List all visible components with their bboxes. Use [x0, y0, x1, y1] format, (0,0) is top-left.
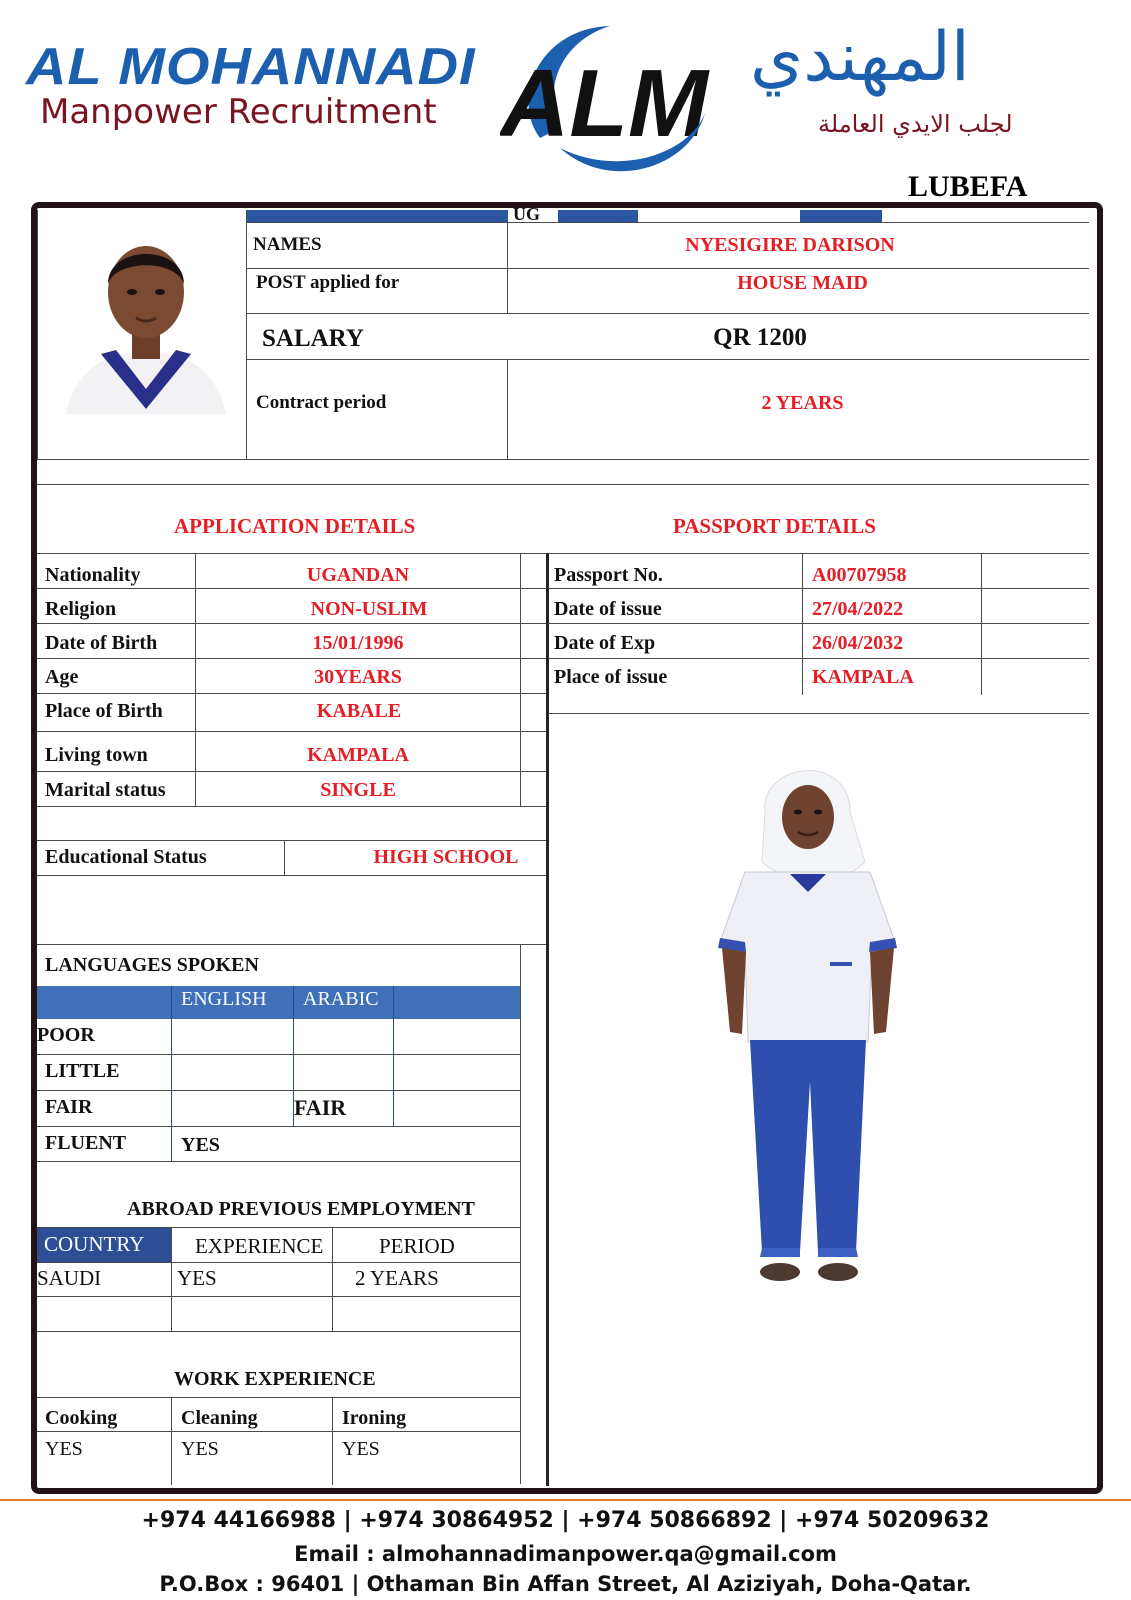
- salary-value: QR 1200: [713, 324, 807, 351]
- work-col-ironing: Ironing: [342, 1407, 407, 1429]
- marital-status-label: Marital status: [45, 779, 166, 801]
- top-tab-label: UG: [513, 204, 540, 224]
- age-label: Age: [45, 666, 79, 688]
- contract-value: 2 YEARS: [761, 392, 844, 414]
- abroad-col-period: PERIOD: [379, 1234, 455, 1258]
- abroad-period-value: 2 YEARS: [355, 1266, 439, 1290]
- lang-level-fluent: FLUENT: [45, 1132, 127, 1154]
- contract-label: Contract period: [256, 392, 387, 413]
- passport-place-label: Place of issue: [554, 666, 668, 688]
- english-fluent-value: YES: [181, 1134, 220, 1156]
- abroad-country-value: SAUDI: [37, 1266, 102, 1290]
- footer-divider: [0, 1499, 1131, 1501]
- work-col-cleaning: Cleaning: [181, 1407, 258, 1429]
- lang-col-english: ENGLISH: [181, 988, 267, 1010]
- top-tab-bar: [246, 210, 508, 222]
- abroad-experience-value: YES: [177, 1266, 217, 1290]
- names-label: NAMES: [253, 234, 322, 255]
- languages-header-bar: [37, 986, 521, 1019]
- living-town-label: Living town: [45, 744, 148, 766]
- arabic-fair-value: FAIR: [294, 1095, 347, 1120]
- religion-label: Religion: [45, 598, 117, 620]
- work-cleaning-value: YES: [181, 1438, 219, 1460]
- passport-no-value: A00707958: [812, 564, 907, 586]
- passport-no-label: Passport No.: [554, 564, 663, 586]
- education-value: HIGH SCHOOL: [373, 846, 519, 868]
- lang-level-fair: FAIR: [45, 1096, 93, 1118]
- post-label: POST applied for: [256, 272, 400, 293]
- footer-address: P.O.Box : 96401 | Othaman Bin Affan Street, Al Aziziyah, Doha-Qatar.: [159, 1572, 972, 1596]
- work-col-cooking: Cooking: [45, 1407, 118, 1429]
- top-tab-bar-2: [558, 210, 638, 222]
- age-value: 30YEARS: [314, 666, 402, 688]
- languages-title: LANGUAGES SPOKEN: [45, 954, 259, 976]
- salary-label: SALARY: [262, 325, 364, 352]
- nationality-label: Nationality: [45, 564, 141, 586]
- footer-phones: +974 44166988 | +974 30864952 | +974 50866892 | +974 50209632: [141, 1508, 990, 1533]
- alm-logo-mark: [500, 18, 730, 178]
- company-name-english: AL MOHANNADI: [26, 36, 476, 95]
- applicant-headshot: [46, 214, 246, 414]
- top-tab-bar-3: [800, 210, 882, 222]
- dob-value: 15/01/1996: [312, 632, 404, 654]
- applicant-full-body-photo: [650, 752, 1010, 1312]
- post-value: HOUSE MAID: [737, 272, 868, 294]
- education-label: Educational Status: [45, 846, 207, 868]
- footer-email: Email : almohannadimanpower.qa@gmail.com: [294, 1542, 837, 1566]
- lang-level-little: LITTLE: [45, 1060, 120, 1082]
- nationality-value: UGANDAN: [306, 564, 410, 586]
- living-town-value: KAMPALA: [307, 744, 409, 766]
- company-name-arabic: المهندي: [750, 18, 970, 97]
- company-tagline-english: Manpower Recruitment: [40, 92, 437, 132]
- lang-col-arabic: ARABIC: [303, 988, 379, 1010]
- names-value: NYESIGIRE DARISON: [685, 234, 895, 256]
- work-cooking-value: YES: [45, 1438, 83, 1460]
- lang-level-poor: POOR: [37, 1024, 95, 1046]
- marital-status-value: SINGLE: [320, 779, 396, 801]
- passport-details-title: PASSPORT DETAILS: [673, 514, 876, 538]
- alm-logo-text: ALM: [500, 50, 708, 157]
- company-tagline-arabic: لجلب الايدي العاملة: [818, 110, 1013, 138]
- passport-expiry-value: 26/04/2032: [812, 632, 904, 654]
- passport-expiry-label: Date of Exp: [554, 632, 656, 654]
- religion-value: NON-USLIM: [310, 598, 428, 620]
- place-of-birth-value: KABALE: [316, 700, 402, 722]
- passport-issue-date-value: 27/04/2022: [812, 598, 904, 620]
- abroad-col-country: COUNTRY: [44, 1232, 145, 1256]
- dob-label: Date of Birth: [45, 632, 158, 654]
- passport-place-value: KAMPALA: [812, 666, 914, 688]
- abroad-employment-title: ABROAD PREVIOUS EMPLOYMENT: [127, 1198, 475, 1220]
- place-of-birth-label: Place of Birth: [45, 700, 163, 722]
- work-ironing-value: YES: [342, 1438, 380, 1460]
- passport-issue-date-label: Date of issue: [554, 598, 662, 620]
- work-experience-title: WORK EXPERIENCE: [174, 1368, 376, 1390]
- agency-code: LUBEFA: [908, 170, 1028, 203]
- application-details-title: APPLICATION DETAILS: [174, 514, 416, 538]
- abroad-col-experience: EXPERIENCE: [195, 1234, 324, 1258]
